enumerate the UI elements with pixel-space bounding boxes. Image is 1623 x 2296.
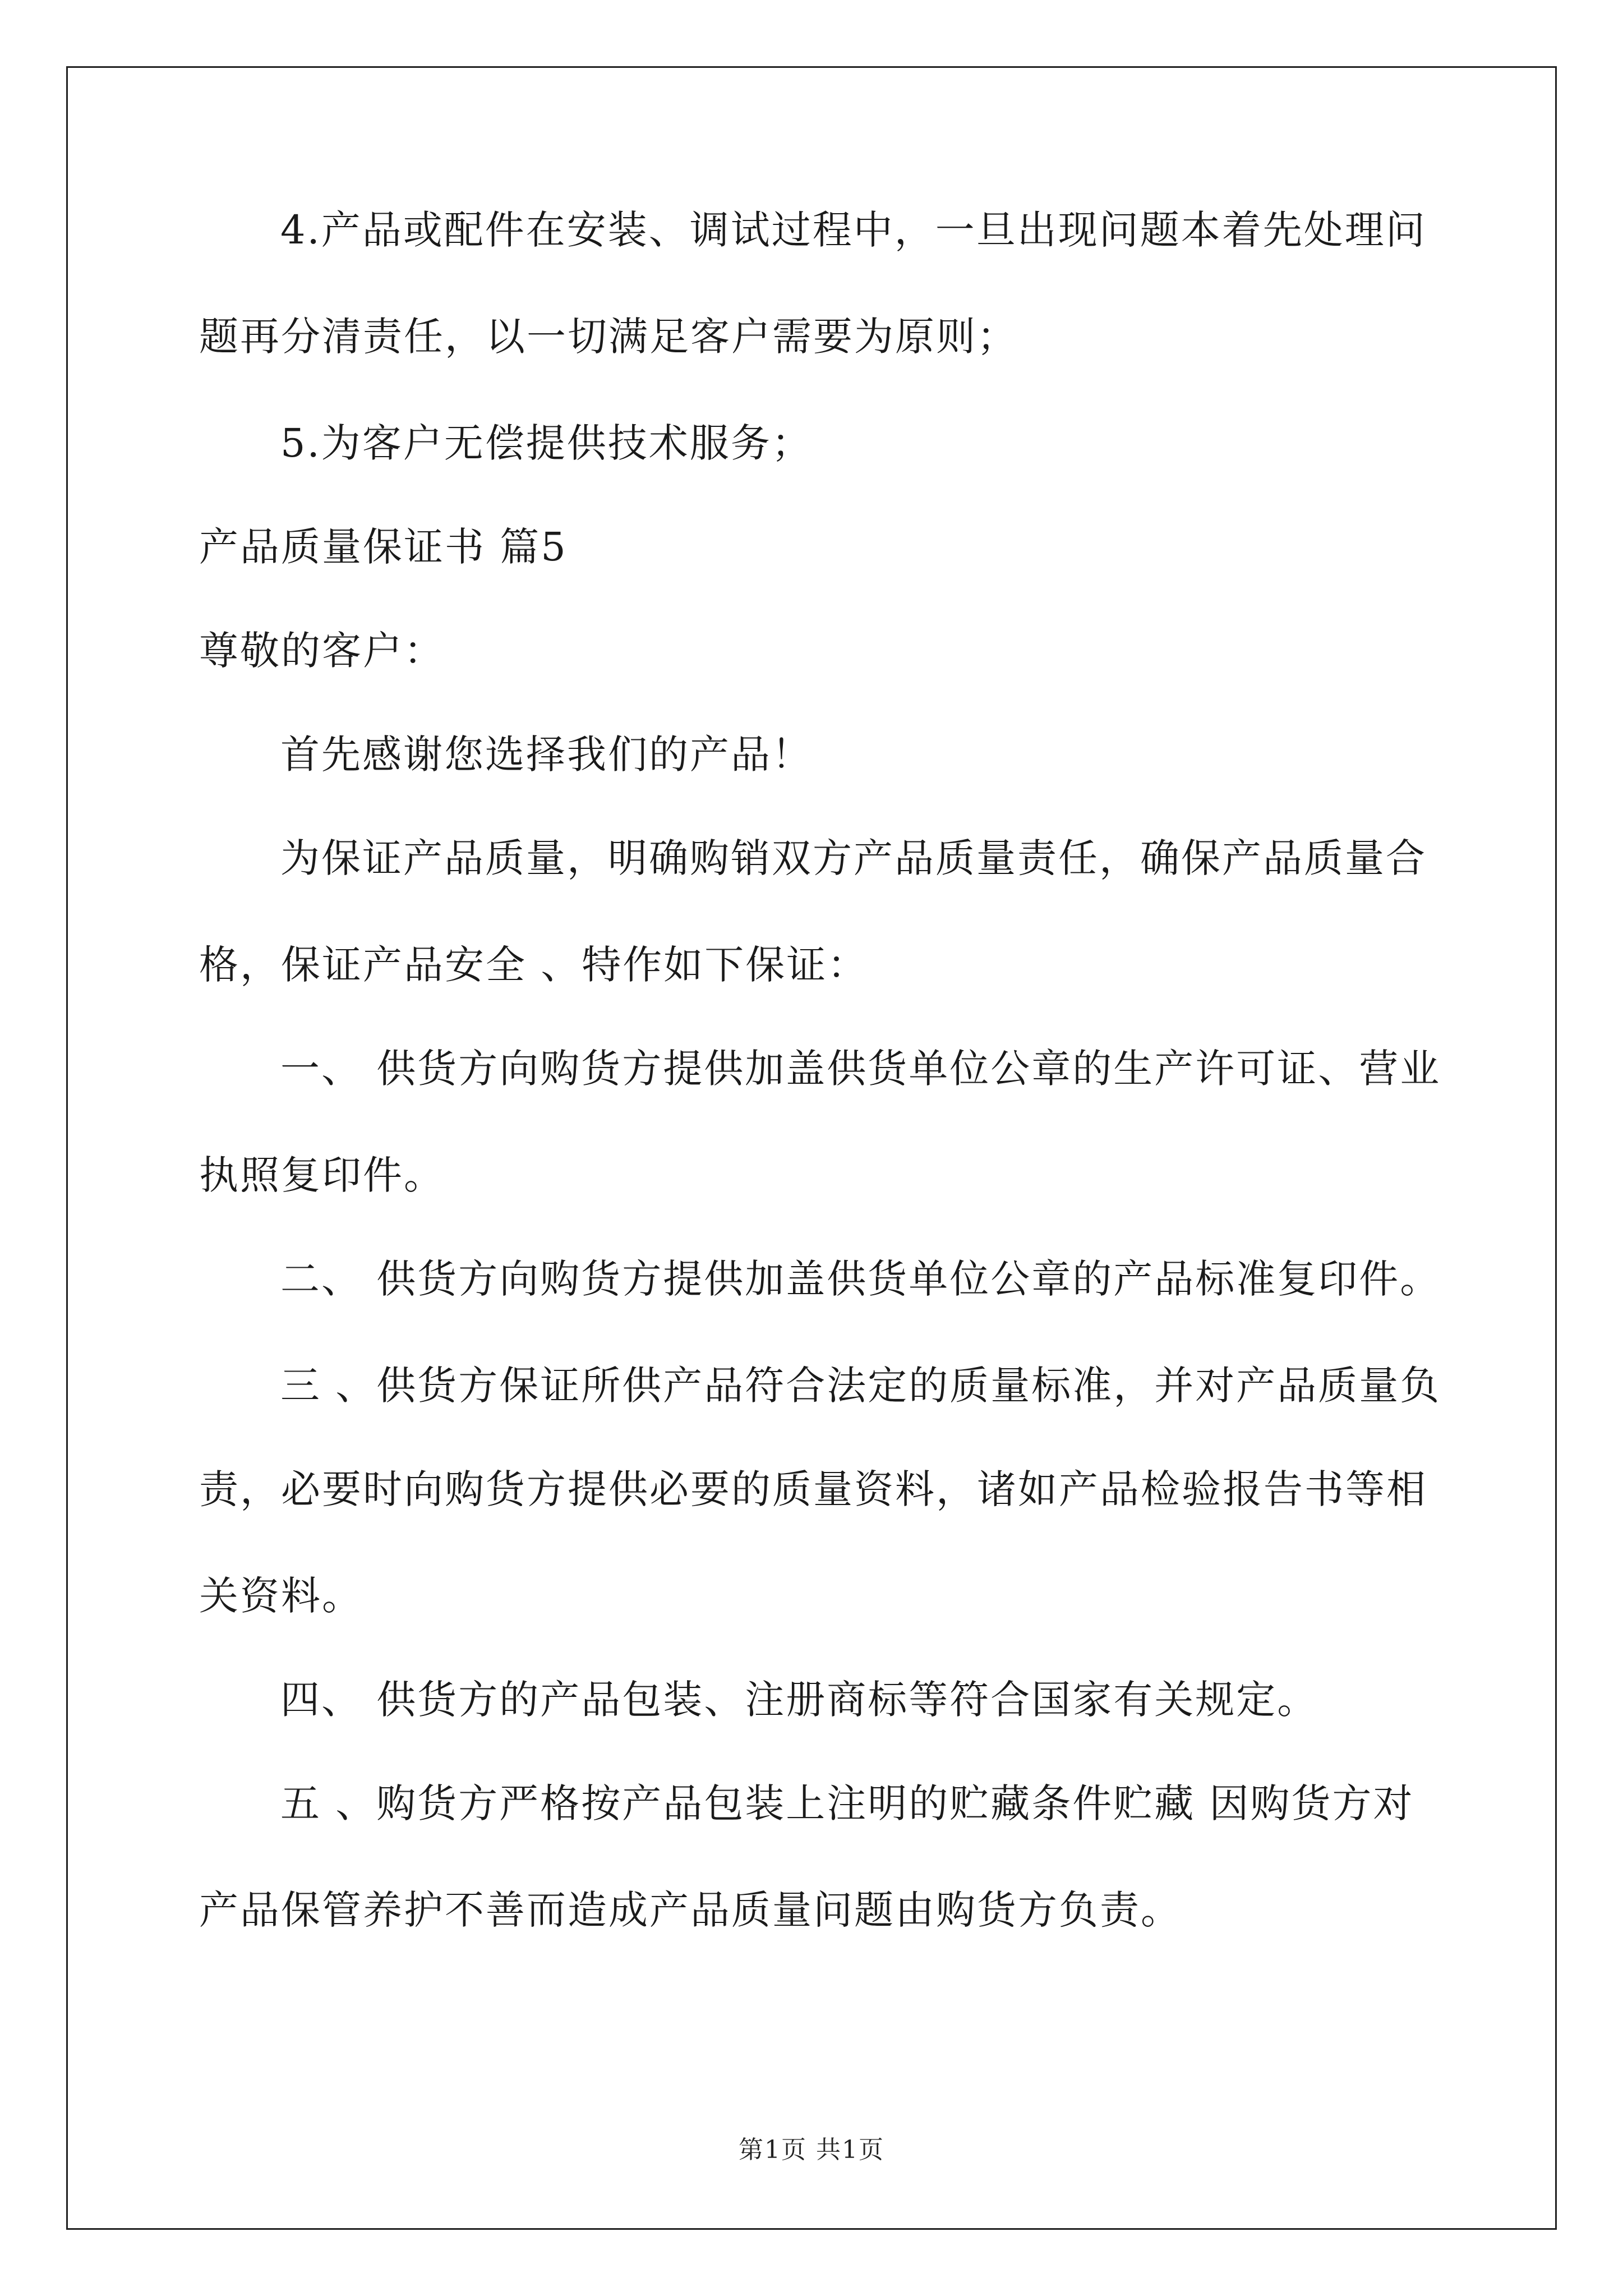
paragraph-line: 产品保管养护不善而造成产品质量问题由购货方负责。	[199, 1887, 1182, 1933]
paragraph-line: 关资料。	[199, 1573, 363, 1619]
paragraph-line: 格，保证产品安全 、特作如下保证：	[199, 942, 869, 988]
page-footer: 第1页 共1页	[739, 2136, 884, 2164]
salutation: 尊敬的客户：	[199, 628, 445, 674]
paragraph-line: 为保证产品质量，明确购销双方产品质量责任，确保产品质量合	[280, 835, 1427, 881]
paragraph-line: 题再分清责任，以一切满足客户需要为原则；	[199, 314, 1018, 360]
section-heading: 产品质量保证书 篇5	[199, 524, 568, 570]
paragraph-line: 二、 供货方向购货方提供加盖供货单位公章的产品标准复印件。	[280, 1256, 1441, 1302]
paragraph-line: 四、 供货方的产品包装、注册商标等符合国家有关规定。	[280, 1677, 1318, 1723]
paragraph-line: 4.产品或配件在安装、调试过程中，一旦出现问题本着先处理问	[280, 207, 1427, 253]
paragraph-line: 5.为客户无偿提供技术服务；	[280, 420, 813, 466]
paragraph-line: 五 、购货方严格按产品包装上注明的贮藏条件贮藏 因购货方对	[280, 1780, 1414, 1826]
paragraph-line: 一、 供货方向购货方提供加盖供货单位公章的生产许可证、营业	[280, 1046, 1441, 1092]
paragraph-line: 三 、供货方保证所供产品符合法定的质量标准，并对产品质量负	[280, 1363, 1441, 1409]
paragraph-line: 首先感谢您选择我们的产品！	[280, 731, 813, 777]
paragraph-line: 责，必要时向购货方提供必要的质量资料，诸如产品检验报告书等相	[199, 1466, 1427, 1512]
paragraph-line: 执照复印件。	[199, 1152, 445, 1198]
